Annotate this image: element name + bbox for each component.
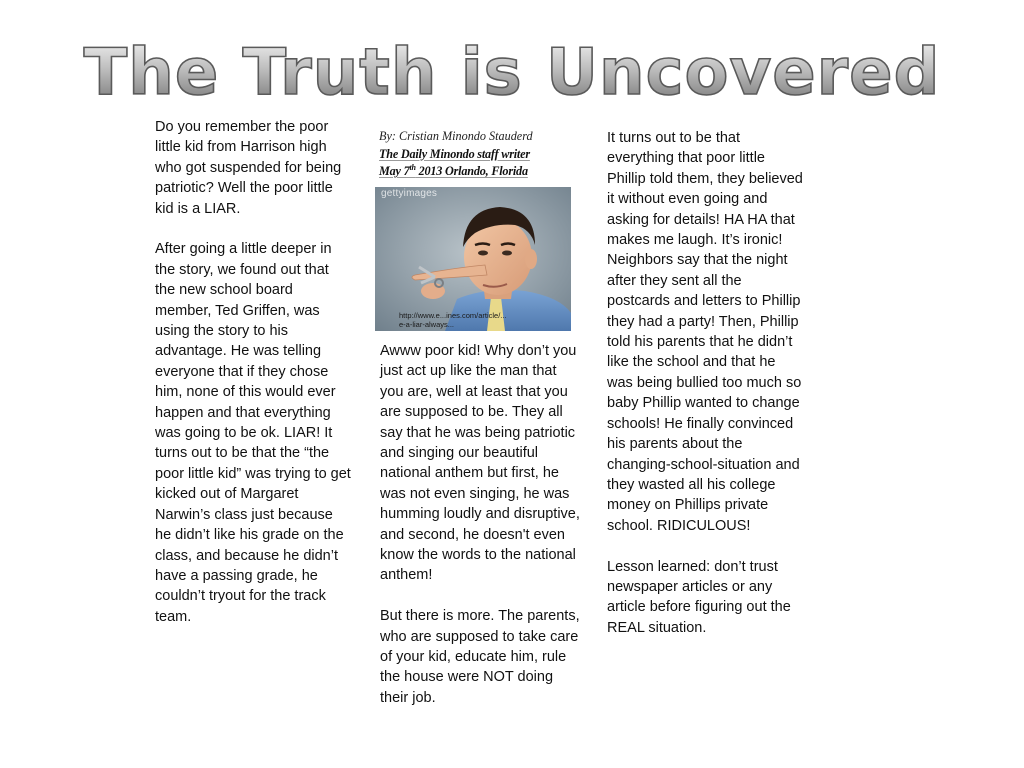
article-photo xyxy=(375,187,571,331)
byline-author: By: Cristian Minondo Stauderd xyxy=(379,129,533,143)
byline xyxy=(379,128,579,181)
column2-paragraph-2: But there is more. The parents, who are supposed to take care of your kid, educate him, rule the house were NOT doing their job. xyxy=(380,608,580,706)
column1-paragraph-1: Do you remember the poor little kid from Harrison high who got suspended for being patriotic? Well the poor little kid is a LIAR. xyxy=(155,119,342,217)
photo-caption xyxy=(399,311,549,329)
article-column-1 xyxy=(155,117,351,627)
liar-man-illustration xyxy=(375,187,571,331)
byline-date-rest: 2013 Orlando, Florida xyxy=(415,164,528,178)
byline-staff: The Daily Minondo staff writer xyxy=(379,146,530,161)
column1-paragraph-2: After going a little deeper in the story, we found out that the new school board member, Ted Griffen, was using the story to his advantage. He was telling everyone that if they chose him, none of this would ever happen and that everything was going to be ok. LIAR! It turns out to be that the “the poor little kid” was trying to get kicked out of Margaret Narwin’s class just because he didn’t like his grade on the class, and because he didn’t have a passing grade, he couldn’t tryout for the track team. xyxy=(155,241,351,625)
photo-watermark: gettyimages xyxy=(381,188,438,199)
byline-dateline xyxy=(379,163,579,181)
article-title-graphic xyxy=(83,30,941,110)
article-column-3 xyxy=(607,128,803,638)
column3-paragraph-1: It turns out to be that everything that poor little Phillip told them, they believed it without even going and asking for details! HA HA that makes me laugh. It’s ironic! Neighbors say that the night after they sent all the postcards and letters to Phillip they had a party! Then, Phillip told his parents that he didn’t like the school and that he was being bullied too much so baby Phillip wanted to change schools! He finally convinced his parents about the changing-school-situation and they wasted all his college money on Phillips private school. RIDICULOUS! xyxy=(607,130,803,534)
byline-date-month: May 7 xyxy=(379,164,410,178)
article-column-2 xyxy=(380,341,580,708)
article-title-text: The Truth is Uncovered xyxy=(83,36,941,110)
column2-paragraph-1: Awww poor kid! Why don’t you just act up like the man that you are, well at least that you are supposed to be. They all say that he was being patriotic and singing our beautiful national anthem but first, he was not even singing, he was humming loudly and disruptive, and second, he doesn't even know the words to the national anthem! xyxy=(380,343,580,584)
article-title xyxy=(0,30,1024,110)
photo-caption-line-1: http://www.e...ines.com/article/... xyxy=(399,311,507,320)
byline-date-suffix: th xyxy=(409,162,416,172)
column3-paragraph-2: Lesson learned: don’t trust newspaper articles or any article before figuring out the REAL situation. xyxy=(607,558,791,636)
photo-caption-line-2: e-a-liar-always... xyxy=(399,320,455,329)
